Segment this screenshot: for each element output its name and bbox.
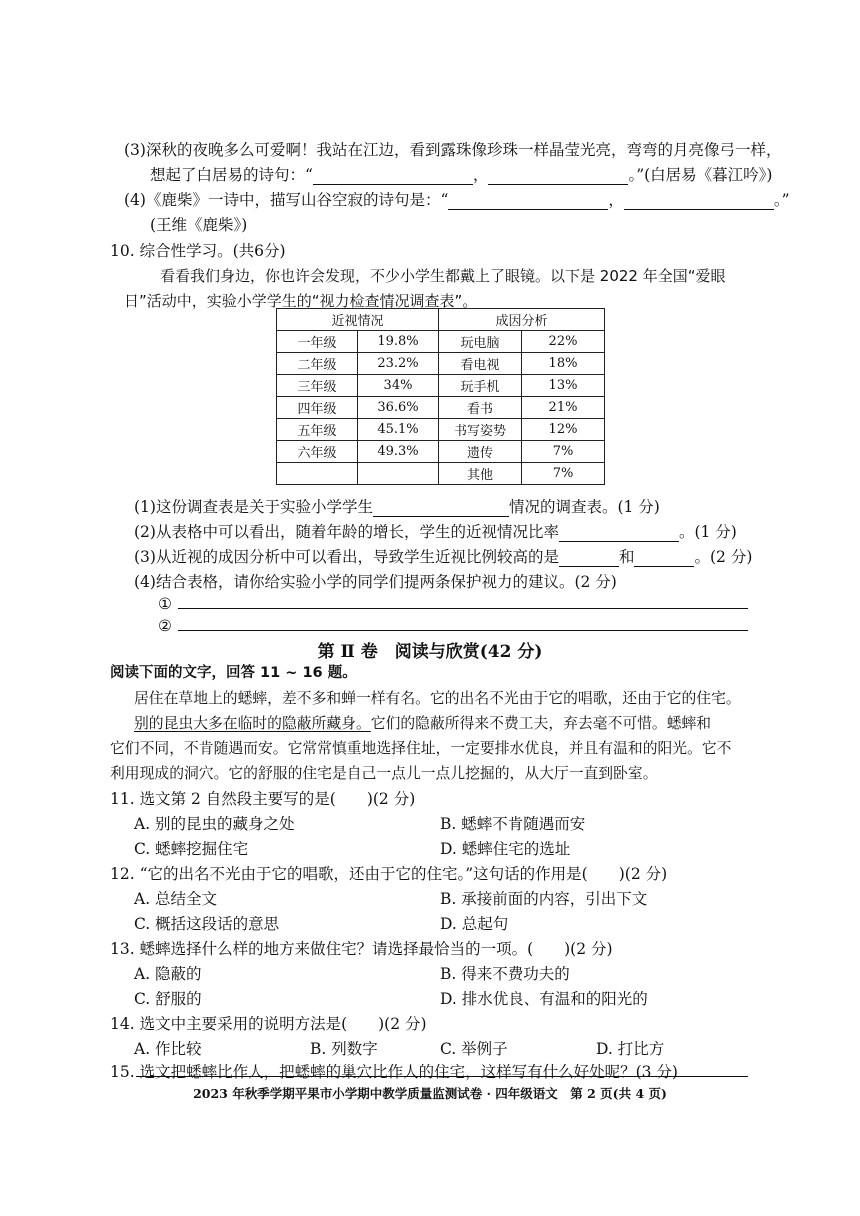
table-row	[277, 397, 605, 419]
cell-grade: 三年级	[277, 375, 358, 397]
cell-grade: 六年级	[277, 441, 358, 463]
q13-option-d[interactable]: D. 排水优良、有温和的阳光的	[440, 990, 648, 1008]
passage-p1: 居住在草地上的蟋蟀，差不多和蝉一样有名。它的出名不光由于它的唱歌，还由于它的住宅。	[134, 690, 741, 707]
cell-grade: 五年级	[277, 419, 358, 441]
poem-q3-blank-2[interactable]	[488, 168, 628, 185]
q10-sub-3	[134, 547, 752, 567]
cell-rate: 36.6%	[358, 397, 439, 419]
cell-rate: 34%	[358, 375, 439, 397]
q13-option-c[interactable]: C. 舒服的	[134, 990, 202, 1008]
cell-rate: 19.8%	[358, 331, 439, 353]
table-row	[277, 419, 605, 441]
poem-q4-prompt: (4)《鹿柴》一诗中，描写山谷空寂的诗句是：“	[124, 191, 449, 209]
cell-rate	[358, 463, 439, 485]
q10-sub-2	[134, 522, 737, 542]
table-header-row	[277, 309, 605, 331]
q13-option-a[interactable]: A. 隐蔽的	[134, 965, 202, 983]
poem-q3-blank-1[interactable]	[313, 168, 473, 185]
cell-rate: 23.2%	[358, 353, 439, 375]
vision-survey-table	[276, 308, 605, 485]
passage-underlined-sentence: 别的昆虫大多在临时的隐蔽所藏身。	[134, 715, 371, 732]
q13-stem: 13. 蟋蟀选择什么样的地方来做住宅？请选择最恰当的一项。( )(2 分)	[110, 940, 613, 958]
answer-marker-1: ①	[158, 595, 172, 613]
q14-option-d[interactable]: D. 打比方	[596, 1040, 665, 1058]
cell-grade	[277, 463, 358, 485]
cell-grade: 一年级	[277, 331, 358, 353]
q14-option-b[interactable]: B. 列数字	[310, 1040, 378, 1058]
header-myopia: 近视情况	[277, 309, 439, 331]
poem-q4-line1	[124, 190, 790, 210]
passage-p2-rest: 它们的隐蔽所得来不费工夫，弃去毫不可惜。蟋蟀和	[370, 715, 712, 732]
q10-sub-3-end: 。(2 分)	[694, 548, 753, 566]
passage-p2	[134, 714, 711, 734]
cell-cause: 看电视	[439, 353, 522, 375]
q10-sub-2-end: 。(1 分)	[678, 523, 737, 541]
poem-q3-line1: (3)深秋的夜晚多么可爱啊！我站在江边，看到露珠像珍珠一样晶莹光亮，弯弯的月亮像弓一样，	[124, 141, 782, 159]
cell-grade: 二年级	[277, 353, 358, 375]
passage-p4: 利用现成的洞穴。它的舒服的住宅是自己一点儿一点儿挖掘的，从大厅一直到卧室。	[110, 765, 658, 782]
table-row	[277, 353, 605, 375]
table-row	[277, 463, 605, 485]
q10-intro-2: 日”活动中，实验小学学生的“视力检查情况调查表”。	[124, 292, 478, 310]
cell-cause: 玩电脑	[439, 331, 522, 353]
poem-q3-sep: ，	[472, 166, 489, 184]
q12-option-a[interactable]: A. 总结全文	[134, 890, 218, 908]
table-row	[277, 441, 605, 463]
answer-marker-2: ②	[158, 617, 172, 635]
passage-p3: 它们不同，不肯随遇而安。它常常慎重地选择住址，一定要排水优良，并且有温和的阳光。它不	[110, 740, 732, 757]
cell-cause: 看书	[439, 397, 522, 419]
q11-option-c[interactable]: C. 蟋蟀挖掘住宅	[134, 840, 249, 858]
q10-sub-2-blank[interactable]	[559, 525, 679, 542]
q12-option-c[interactable]: C. 概括这段话的意思	[134, 915, 280, 933]
cell-share: 13%	[522, 375, 605, 397]
q10-title: 10. 综合性学习。(共6分)	[110, 242, 286, 260]
table-row	[277, 375, 605, 397]
reading-instruction: 阅读下面的文字，回答 11 ~ 16 题。	[110, 665, 357, 681]
header-causes: 成因分析	[439, 309, 605, 331]
q10-sub-3-and: 和	[618, 548, 635, 566]
cell-share: 12%	[522, 419, 605, 441]
answer-line-2[interactable]	[178, 630, 748, 631]
q13-option-b[interactable]: B. 得来不费功夫的	[440, 965, 570, 983]
cell-cause: 其他	[439, 463, 522, 485]
q10-sub-1	[134, 497, 660, 517]
cell-grade: 四年级	[277, 397, 358, 419]
page-footer: 2023 年秋季学期平果市小学期中教学质量监测试卷 · 四年级语文 第 2 页(共 4 页)	[193, 1086, 667, 1101]
q10-intro-1: 看看我们身边，你也许会发现，不少小学生都戴上了眼镜。以下是 2022 年全国“爱眼	[160, 267, 726, 285]
q11-stem: 11. 选文第 2 自然段主要写的是( )(2 分)	[110, 790, 416, 808]
cell-share: 7%	[522, 441, 605, 463]
q11-option-d[interactable]: D. 蟋蟀住宅的选址	[440, 840, 571, 858]
cell-share: 21%	[522, 397, 605, 419]
q12-option-d[interactable]: D. 总起句	[440, 915, 509, 933]
poem-q3-prompt: 想起了白居易的诗句：“	[150, 166, 313, 184]
q10-sub-1-end: 情况的调查表。(1 分)	[508, 498, 660, 516]
q12-stem: 12. “它的出名不光由于它的唱歌，还由于它的住宅。”这句话的作用是( )(2 分)	[110, 865, 668, 883]
poem-q4-blank-1[interactable]	[448, 193, 608, 210]
cell-cause: 书写姿势	[439, 419, 522, 441]
cell-cause: 遗传	[439, 441, 522, 463]
footer-divider	[136, 1076, 748, 1077]
cell-rate: 49.3%	[358, 441, 439, 463]
q14-option-a[interactable]: A. 作比较	[134, 1040, 202, 1058]
cell-share: 22%	[522, 331, 605, 353]
q11-option-a[interactable]: A. 别的昆虫的藏身之处	[134, 815, 295, 833]
q14-stem: 14. 选文中主要采用的说明方法是( )(2 分)	[110, 1015, 427, 1033]
q10-sub-1-text: (1)这份调查表是关于实验小学学生	[134, 498, 373, 516]
q10-sub-3-blank-1[interactable]	[559, 550, 619, 567]
poem-q4-blank-2[interactable]	[624, 193, 774, 210]
section-title: 第 Ⅱ 卷 阅读与欣赏(42 分)	[317, 642, 543, 662]
q10-sub-1-blank[interactable]	[373, 500, 509, 517]
cell-cause: 玩手机	[439, 375, 522, 397]
q14-option-c[interactable]: C. 举例子	[440, 1040, 508, 1058]
poem-q3-line2	[150, 165, 772, 185]
poem-q4-end: 。”	[773, 191, 790, 209]
cell-rate: 45.1%	[358, 419, 439, 441]
poem-q4-source: (王维《鹿柴》)	[150, 216, 248, 234]
q12-option-b[interactable]: B. 承接前面的内容，引出下文	[440, 890, 648, 908]
q10-sub-4: (4)结合表格，请你给实验小学的同学们提两条保护视力的建议。(2 分)	[134, 573, 617, 591]
cell-share: 7%	[522, 463, 605, 485]
q10-sub-2-text: (2)从表格中可以看出，随着年龄的增长，学生的近视情况比率	[134, 523, 559, 541]
q10-sub-3-blank-2[interactable]	[634, 550, 694, 567]
cell-share: 18%	[522, 353, 605, 375]
q11-option-b[interactable]: B. 蟋蟀不肯随遇而安	[440, 815, 586, 833]
poem-q4-sep: ，	[608, 191, 624, 209]
table-row	[277, 331, 605, 353]
q10-sub-3-text: (3)从近视的成因分析中可以看出，导致学生近视比例较高的是	[134, 548, 559, 566]
poem-q3-source: 。”(白居易《暮江吟》)	[628, 166, 773, 184]
answer-line-1[interactable]	[178, 608, 748, 609]
q15-stem: 15. 选文把蟋蟀比作人，把蟋蟀的巢穴比作人的住宅，这样写有什么好处呢？(3 分)	[110, 1063, 678, 1081]
